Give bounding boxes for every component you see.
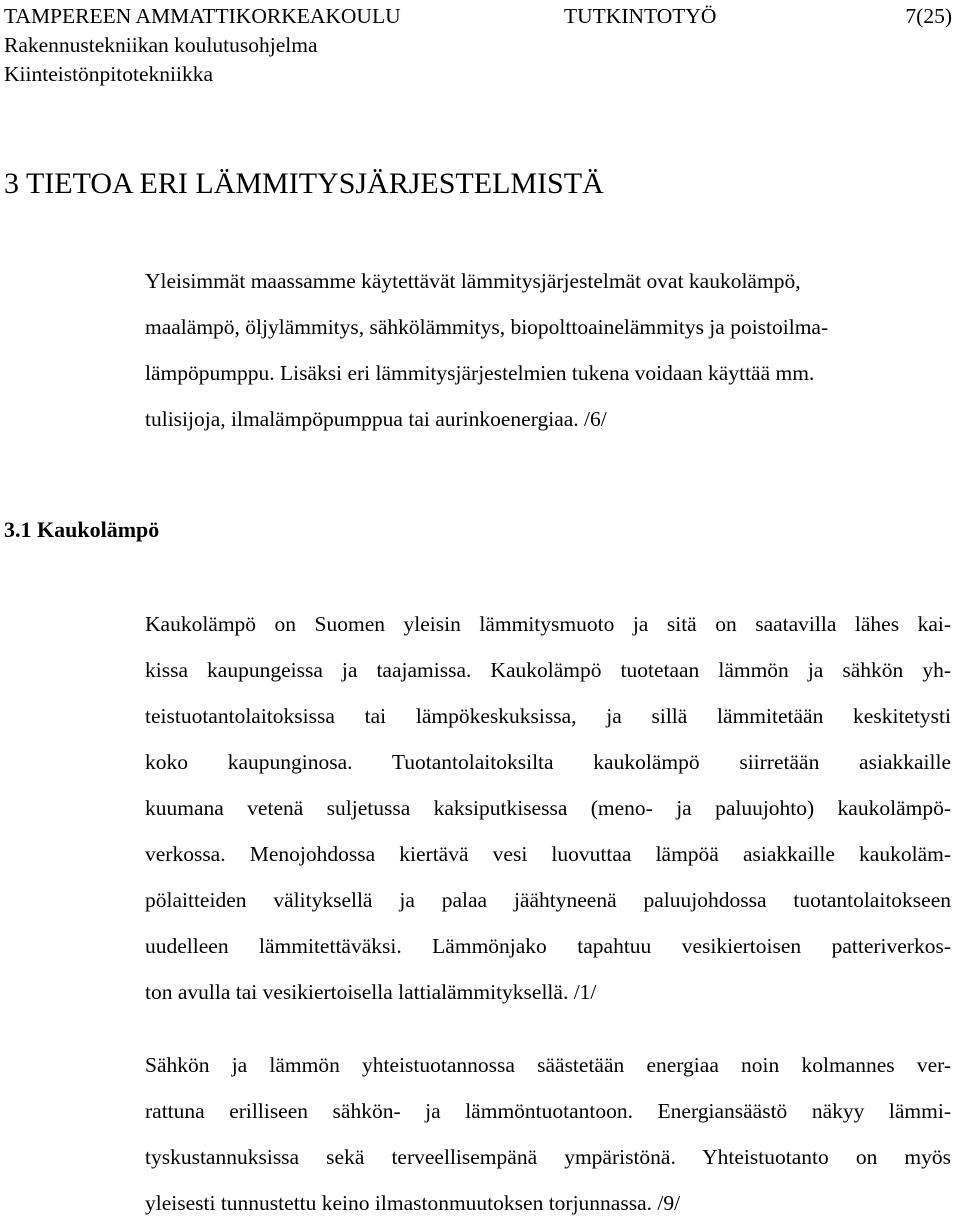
text-line: maalämpö, öljylämmitys, sähkölämmitys, biopolttoainelämmitys ja poistoilma- (145, 315, 829, 339)
text-line: Yleisimmät maassamme käytettävät lämmitysjärjestelmät ovat kaukolämpö, (145, 269, 801, 293)
text-line: Kaukolämpö on Suomen yleisin lämmitysmuoto ja sitä on saatavilla lähes kai- (145, 612, 951, 636)
text-line: rattuna erilliseen sähkön- ja lämmöntuotantoon. Energiansäästö näkyy lämmi- (145, 1099, 951, 1123)
text-line: lämpöpumppu. Lisäksi eri lämmitysjärjestelmien tukena voidaan käyttää mm. (145, 361, 815, 385)
page-number: 7(25) (905, 4, 952, 28)
text-line: tyskustannuksissa sekä terveellisempänä ympäristönä. Yhteistuotanto on myös (145, 1145, 951, 1169)
text-line: ton avulla tai vesikiertoisella lattialämmityksellä. /1/ (145, 980, 597, 1004)
text-line: uudelleen lämmitettäväksi. Lämmönjako tapahtuu vesikiertoisen patteriverkos- (145, 934, 951, 958)
header-row-3 (4, 60, 952, 89)
text-line: tulisijoja, ilmalämpöpumppua tai aurinkoenergiaa. /6/ (145, 407, 607, 431)
page-header (4, 2, 952, 89)
text-line: koko kaupunginosa. Tuotantolaitoksilta kaukolämpö siirretään asiakkaille (145, 750, 951, 774)
text-line: Sähkön ja lämmön yhteistuotannossa säästetään energiaa noin kolmannes ver- (145, 1053, 951, 1077)
section-paragraph-1 (145, 601, 951, 1015)
text-line: teistuotantolaitoksissa tai lämpökeskuksissa, ja sillä lämmitetään keskitetysti (145, 704, 951, 728)
header-row-2 (4, 31, 952, 60)
specialty: Kiinteistönpitotekniikka (4, 62, 214, 86)
text-line: kissa kaupungeissa ja taajamissa. Kaukolämpö tuotetaan lämmön ja sähkön yh- (145, 658, 951, 682)
text-line: yleisesti tunnustettu keino ilmastonmuutoksen torjunnassa. /9/ (145, 1191, 681, 1215)
text-line: verkossa. Menojohdossa kiertävä vesi luovuttaa lämpöä asiakkaille kaukoläm- (145, 842, 951, 866)
section-paragraph-2 (145, 1042, 951, 1226)
header-row-1 (4, 2, 952, 31)
degree-program: Rakennustekniikan koulutusohjelma (4, 33, 318, 57)
school-name: TAMPEREEN AMMATTIKORKEAKOULU (4, 4, 401, 28)
section-title: 3.1 Kaukolämpö (4, 517, 160, 542)
chapter-title: 3 TIETOA ERI LÄMMITYSJÄRJESTELMISTÄ (4, 167, 604, 200)
chapter-intro-paragraph (145, 258, 951, 442)
text-line: pölaitteiden välityksellä ja palaa jäähtyneenä paluujohdossa tuotantolaitokseen (145, 888, 951, 912)
text-line: kuumana vetenä suljetussa kaksiputkisessa (meno- ja paluujohto) kaukolämpö- (145, 796, 951, 820)
document-type: TUTKINTOTYÖ (564, 4, 717, 28)
